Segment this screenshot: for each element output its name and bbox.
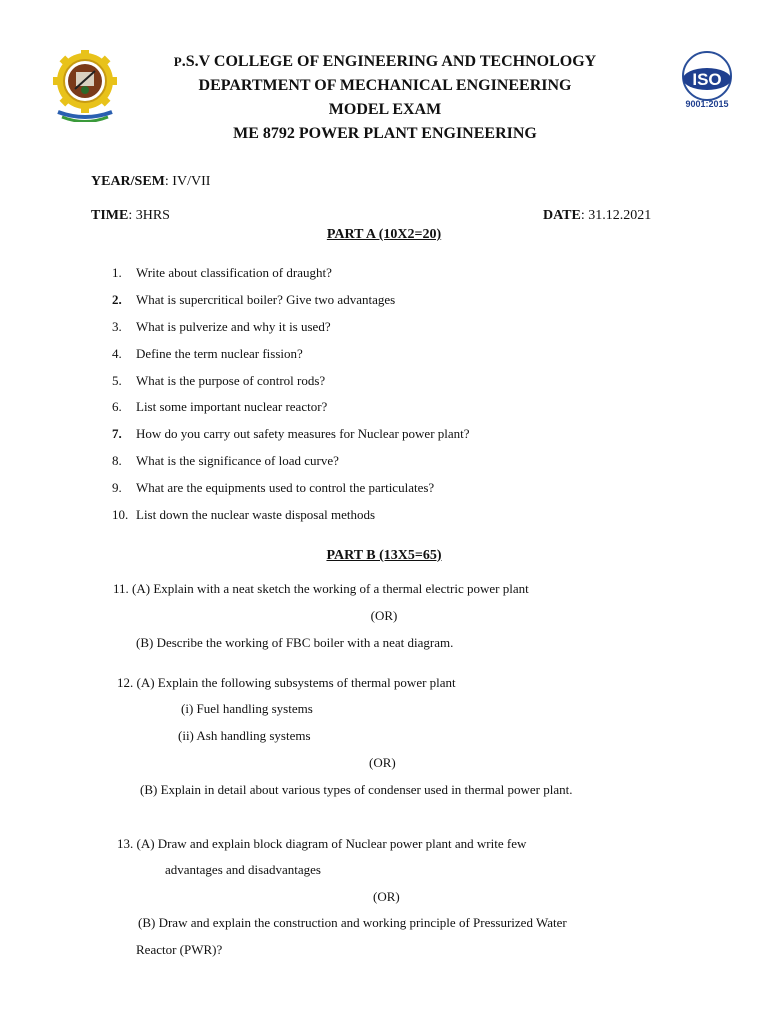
question-12-b: (B) Explain in detail about various types of condenser used in thermal power plant. (140, 782, 573, 797)
exam-time: TIME: 3HRS (91, 208, 170, 223)
exam-title: MODEL EXAM (328, 101, 442, 118)
question-13-a: 13. (A) Draw and explain block diagram of Nuclear power plant and write few (117, 836, 527, 851)
question-3: 3. What is pulverize and why it is used? (112, 319, 331, 334)
year-sem: YEAR/SEM: IV/VII (91, 174, 211, 189)
question-12-a-i: (i) Fuel handling systems (181, 701, 313, 716)
college-name: P.S.V COLLEGE OF ENGINEERING AND TECHNOLOGY (173, 53, 597, 70)
svg-text:ISO: ISO (692, 70, 722, 89)
question-8: 8. What is the significance of load curve? (112, 453, 339, 468)
question-6: 6. List some important nuclear reactor? (112, 399, 328, 414)
question-7: 7. How do you carry out safety measures for Nuclear power plant? (112, 426, 470, 441)
part-a-title: PART A (10X2=20) (326, 227, 442, 242)
question-10: 10. List down the nuclear waste disposal methods (112, 507, 376, 522)
question-11-a: 11. (A) Explain with a neat sketch the working of a thermal electric power plant (113, 581, 529, 596)
question-13-b: (B) Draw and explain the construction and working principle of Pressurized Water (138, 915, 567, 930)
question-5: 5. What is the purpose of control rods? (112, 373, 326, 388)
question-13-b-cont: Reactor (PWR)? (136, 942, 223, 957)
question-4: 4. Define the term nuclear fission? (112, 346, 303, 361)
question-11-b: (B) Describe the working of FBC boiler with a neat diagram. (136, 635, 454, 650)
question-9: 9. What are the equipments used to control the particulates? (112, 480, 435, 495)
subject-title: ME 8792 POWER PLANT ENGINEERING (233, 125, 537, 142)
question-2: 2. What is supercritical boiler? Give two advantages (112, 292, 396, 307)
exam-date: DATE: 31.12.2021 (543, 208, 652, 223)
question-1: 1. Write about classification of draught? (112, 265, 332, 280)
question-12-or: (OR) (369, 755, 396, 770)
college-logo (52, 50, 118, 122)
iso-logo (670, 50, 744, 112)
question-11-or: (OR) (370, 608, 398, 623)
question-12-a-ii: (ii) Ash handling systems (178, 728, 311, 743)
svg-text:9001:2015: 9001:2015 (685, 99, 729, 109)
department-name: DEPARTMENT OF MECHANICAL ENGINEERING (198, 77, 572, 94)
part-b-title: PART B (13X5=65) (326, 548, 442, 563)
question-13-a-cont: advantages and disadvantages (165, 862, 321, 877)
question-12-a: 12. (A) Explain the following subsystems of thermal power plant (117, 675, 456, 690)
question-13-or: (OR) (373, 889, 400, 904)
